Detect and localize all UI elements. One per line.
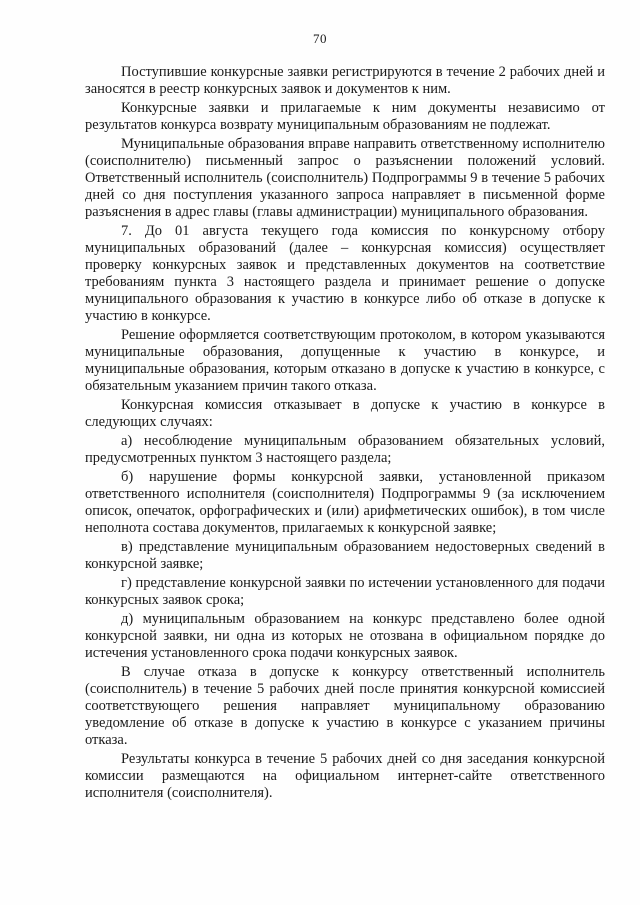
paragraph-clause-7: 7. До 01 августа текущего года комиссия по конкурсному отбору муниципальных образований (далее – конкурсная комиссия) осуществляет проверку конкурсных заявок и представленных документов на соответствие требованиям пункта 3 настоящего раздела и принимает решение о допуске муниципального образования к участию в конкурсе либо об отказе в допуске к участию в конкурсе. [85, 223, 605, 324]
list-item-g: г) представление конкурсной заявки по истечении установленного для подачи конкурсных заявок срока; [85, 575, 605, 608]
document-body [85, 64, 605, 804]
list-item-v: в) представление муниципальным образованием недостоверных сведений в конкурсной заявке; [85, 539, 605, 572]
paragraph-decision-protocol: Решение оформляется соответствующим протоколом, в котором указываются муниципальные образования, допущенные к участию в конкурсе, и муниципальные образования, которым отказано в допуске к участию в конкурсе, с обязательным указанием причин такого отказа. [85, 327, 605, 394]
paragraph-no-return: Конкурсные заявки и прилагаемые к ним документы независимо от результатов конкурса возврату муниципальным образованиям не подлежат. [85, 100, 605, 133]
paragraph-results-publication: Результаты конкурса в течение 5 рабочих дней со дня заседания конкурсной комиссии размещаются на официальном интернет-сайте ответственного исполнителя (соисполнителя). [85, 751, 605, 801]
paragraph-applications-registration: Поступившие конкурсные заявки регистрируются в течение 2 рабочих дней и заносятся в реестр конкурсных заявок и документов к ним. [85, 64, 605, 97]
page-number: 70 [313, 31, 327, 46]
list-item-b: б) нарушение формы конкурсной заявки, установленной приказом ответственного исполнителя (соисполнителя) Подпрограммы 9 (за исключением описок, опечаток, орфографических и (или) арифметических ошибок), в том числе неполнота состава документов, прилагаемых к конкурсной заявке; [85, 469, 605, 536]
paragraph-refusal-cases: Конкурсная комиссия отказывает в допуске к участию в конкурсе в следующих случаях: [85, 397, 605, 430]
paragraph-clarification-request: Муниципальные образования вправе направить ответственному исполнителю (соисполнителю) письменный запрос о разъяснении положений условий. Ответственный исполнитель (соисполнитель) Подпрограммы 9 в течение 5 рабочих дней со дня поступления указанного запроса направляет в письменной форме разъяснения в адрес главы (главы администрации) муниципального образования. [85, 136, 605, 220]
paragraph-refusal-notice: В случае отказа в допуске к конкурсу ответственный исполнитель (соисполнитель) в течение 5 рабочих дней после принятия конкурсной комиссией соответствующего решения направляет муниципальному образованию уведомление об отказе в допуске к участию в конкурсе с указанием причины отказа. [85, 664, 605, 748]
list-item-d: д) муниципальным образованием на конкурс представлено более одной конкурсной заявки, ни одна из которых не отозвана в официальном порядке до истечения установленного срока подачи конкурсных заявок. [85, 611, 605, 661]
list-item-a: а) несоблюдение муниципальным образованием обязательных условий, предусмотренных пунктом 3 настоящего раздела; [85, 433, 605, 466]
